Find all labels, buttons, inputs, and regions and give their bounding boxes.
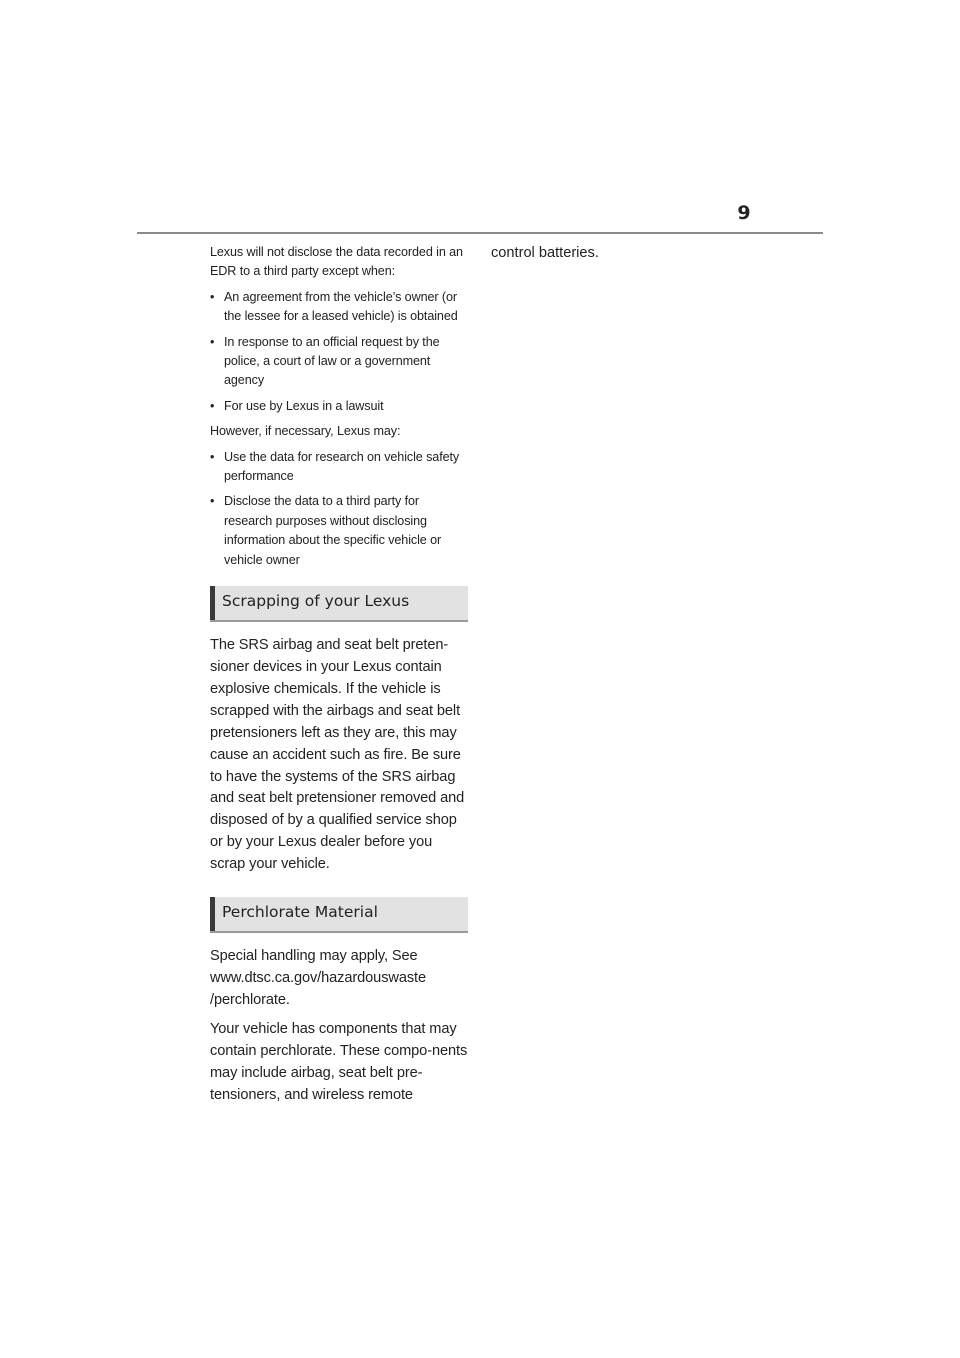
edr-permitted-list: [210, 448, 468, 570]
left-column: [210, 243, 468, 1113]
perchlorate-heading: [210, 897, 468, 933]
bullet-icon: •: [210, 398, 215, 413]
perchlorate-heading-title: Perchlorate Material: [222, 903, 378, 922]
bullet-icon: •: [210, 334, 215, 349]
list-item-text: Use the data for research on vehicle safety performance: [224, 449, 460, 484]
page-number: 9: [737, 202, 751, 224]
perchlorate-para-2: Your vehicle has components that may contain perchlorate. These compo-nents may include airbag, seat belt pre-tensioners, and wireless remote: [210, 1020, 468, 1103]
scrapping-heading-title: Scrapping of your Lexus: [222, 592, 410, 611]
header-rule: [137, 232, 823, 234]
list-item-text: For use by Lexus in a lawsuit: [224, 398, 384, 413]
heading-bar: [210, 586, 215, 620]
bullet-icon: •: [210, 449, 215, 464]
list-item: [210, 492, 468, 570]
scrapping-body: The SRS airbag and seat belt preten-sioner devices in your Lexus contain explosive chemicals. If the vehicle is scrapped with the airbags and seat belt pretensioners left as they are, this may cause an accident such as fire. Be sure to have the systems of the SRS airbag and seat belt pretensioner removed and disposed of by a qualified service shop or by your Lexus dealer before you scrap your vehicle.: [210, 637, 465, 873]
heading-bar: [210, 897, 215, 931]
list-item-text: Disclose the data to a third party for research purposes without disclosing information about the specific vehicle or vehicle owner: [224, 494, 442, 567]
list-item: [210, 333, 468, 391]
bullet-icon: •: [210, 289, 215, 304]
list-item-text: An agreement from the vehicle’s owner (or the lessee for a leased vehicle) is obtained: [224, 289, 458, 324]
list-item: [210, 397, 468, 416]
edr-intro: Lexus will not disclose the data recorded in an EDR to a third party except when:: [210, 245, 463, 279]
bullet-icon: •: [210, 494, 215, 509]
edr-however: However, if necessary, Lexus may:: [210, 424, 401, 439]
list-item-text: In response to an official request by the police, a court of law or a government agency: [224, 334, 440, 388]
scrapping-heading: [210, 586, 468, 622]
list-item: [210, 448, 468, 487]
list-item: [210, 288, 468, 327]
perchlorate-continuation: control batteries.: [491, 245, 599, 261]
right-column: [491, 243, 749, 265]
edr-disclosure-list: [210, 288, 468, 416]
perchlorate-para-1: Special handling may apply, See www.dtsc.ca.gov/hazardouswaste /perchlorate.: [210, 948, 427, 1008]
